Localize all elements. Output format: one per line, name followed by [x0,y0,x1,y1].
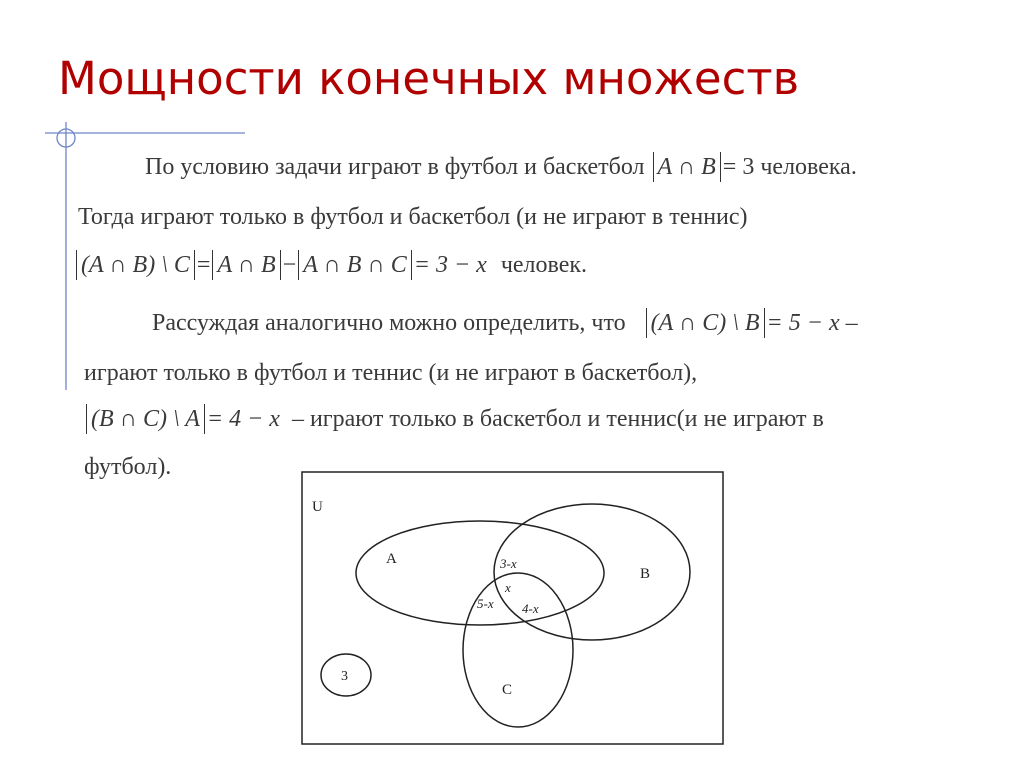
line4-dash: – [845,310,858,336]
formula-eq-3: = 3 [722,154,755,180]
line3-suffix: человек. [500,252,588,278]
universe-rect [302,472,723,744]
symbol-b: B [701,154,716,180]
text-line-6 [84,404,824,434]
symbol-cap: ∩ [677,154,696,180]
symbol-a: A [657,154,672,180]
text-line-3 [74,250,587,280]
set-a-label: A [386,551,397,567]
formula-ac-minus-b: (A ∩ C) \ B [646,308,765,338]
text-line-4 [152,308,858,338]
decorative-crosshair [0,0,260,400]
line4-prefix: Рассуждая аналогично можно определить, что [152,310,626,336]
region-abc-value: x [505,580,511,595]
region-ac-value: 5-x [477,596,494,611]
formula-bc-minus-a: (B ∩ C) \ A [86,404,205,434]
region-bc-value: 4-x [522,601,539,616]
formula-eq2: = 3 − x [413,252,487,278]
line1-suffix: человека. [760,154,857,180]
outside-value: 3 [341,669,348,684]
formula-abs-abc: A ∩ B ∩ C [298,250,412,280]
slide-title: Мощности конечных множеств [58,52,800,105]
set-c-label: C [502,682,513,698]
line6-suffix: – играют только в баскетбол и теннис(и не играют в [291,406,824,432]
region-ab-value: 3-x [500,556,517,571]
text-line-7: футбол). [84,454,172,480]
line1-prefix: По условию задачи играют в футбол и баскетбол [145,154,645,180]
formula-eq-5-x: = 5 − x [766,310,840,336]
set-b-label: B [640,566,651,582]
text-line-1 [145,152,857,182]
formula-eq-4-x: = 4 − x [206,406,280,432]
universe-label: U [312,499,323,515]
text-line-2: Тогда играют только в футбол и баскетбол (и не играют в теннис) [78,204,748,230]
formula-ab-minus-c: (A ∩ B) \ C [76,250,195,280]
formula-minus: − [282,252,297,278]
venn-diagram [300,470,725,746]
formula-eq1: = [196,252,211,278]
formula-abs-a-cap-b [653,152,721,182]
formula-abs-ab: A ∩ B [212,250,280,280]
text-line-5: играют только в футбол и теннис (и не играют в баскетбол), [84,360,698,386]
